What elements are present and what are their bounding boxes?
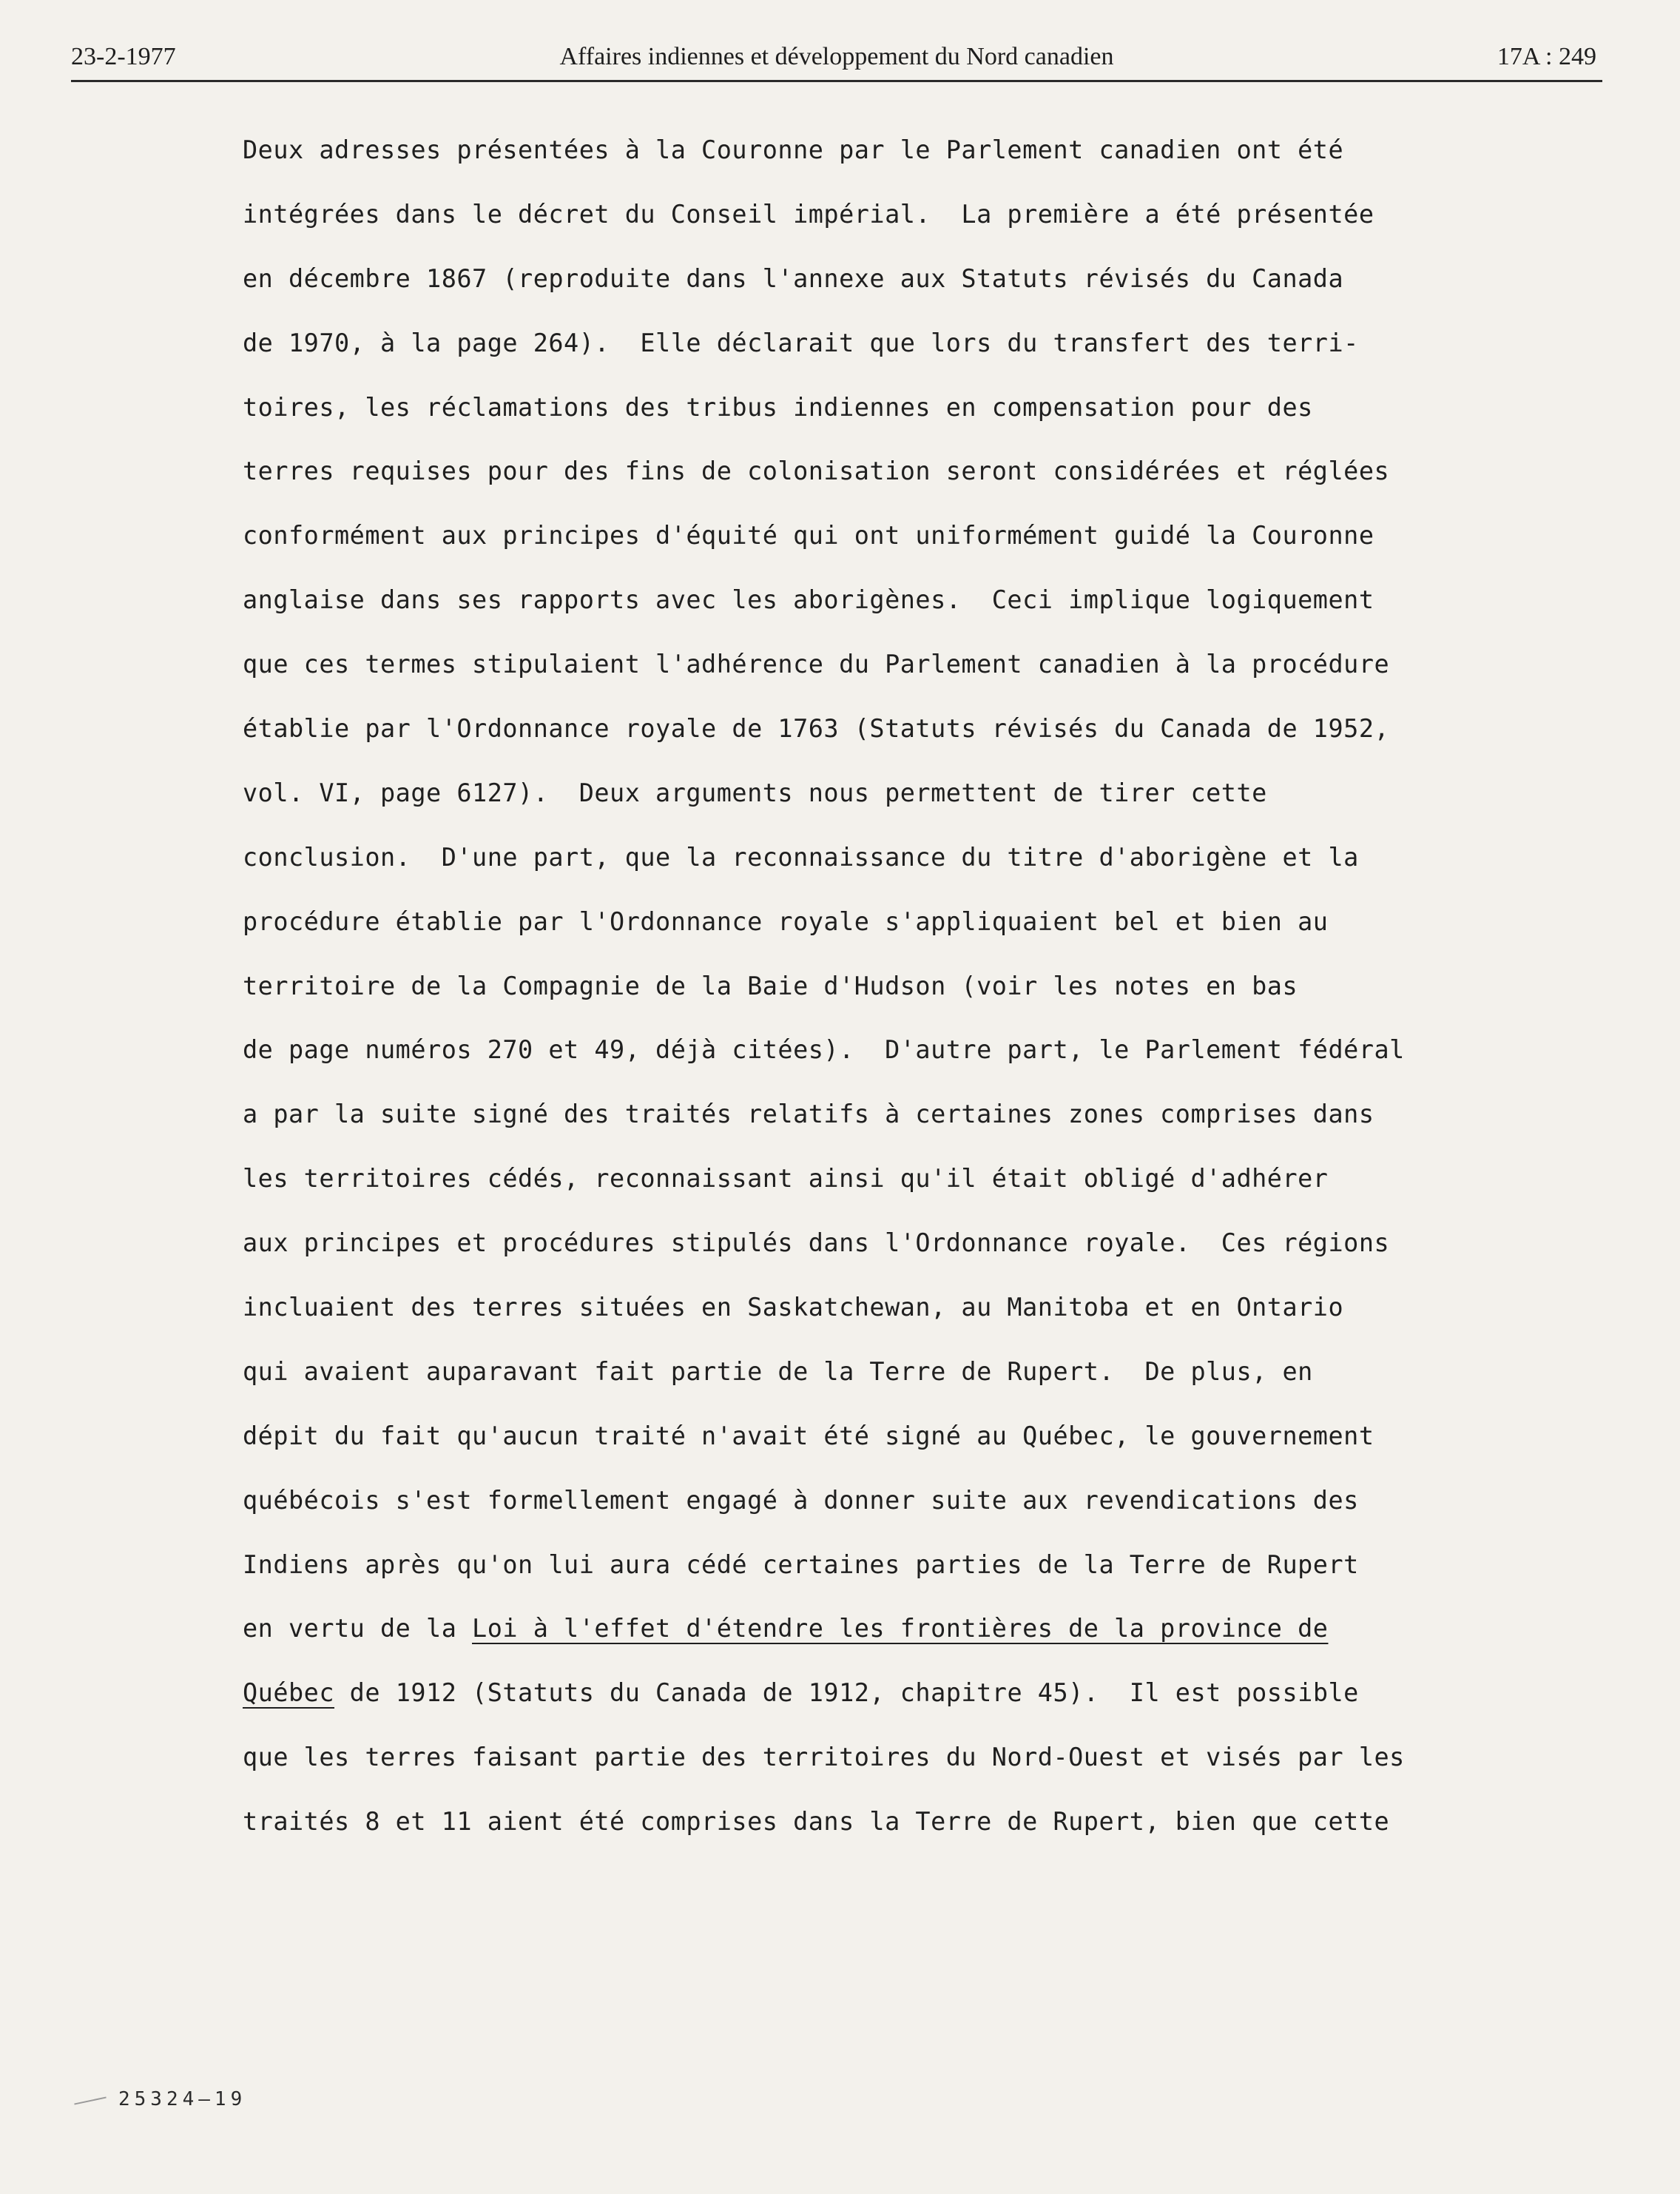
text-line: Deux adresses présentées à la Couronne par le Parlement canadien ont été	[243, 135, 1344, 164]
text-line: aux principes et procédures stipulés dans l'Ordonnance royale. Ces régions	[243, 1228, 1390, 1258]
text-line: qui avaient auparavant fait partie de la Terre de Rupert. De plus, en	[243, 1356, 1313, 1386]
text-line: territoire de la Compagnie de la Baie d'Hudson (voir les notes en bas	[243, 971, 1298, 1000]
text-line: de page numéros 270 et 49, déjà citées). D'autre part, le Parlement fédéral	[243, 1035, 1405, 1065]
text-line	[243, 1597, 1485, 1661]
text-line: terres requises pour des fins de colonisation seront considérées et réglées	[243, 457, 1390, 486]
text-line: dépit du fait qu'aucun traité n'avait été signé au Québec, le gouvernement	[243, 1421, 1374, 1450]
text-line: que les terres faisant partie des territoires du Nord-Ouest et visés par les	[243, 1743, 1405, 1772]
page-header	[71, 38, 1602, 82]
text-line: que ces termes stipulaient l'adhérence du Parlement canadien à la procédure	[243, 650, 1390, 679]
law-title-underlined-cont: Québec	[243, 1678, 335, 1708]
footer-print-code: 25324—19	[118, 2088, 247, 2110]
text-line: incluaient des terres situées en Saskatchewan, au Manitoba et en Ontario	[243, 1293, 1344, 1322]
text-line: en décembre 1867 (reproduite dans l'annexe aux Statuts révisés du Canada	[243, 263, 1344, 293]
text-line: conclusion. D'une part, que la reconnaissance du titre d'aborigène et la	[243, 842, 1359, 872]
text-line: a par la suite signé des traités relatifs à certaines zones comprises dans	[243, 1100, 1374, 1129]
text-segment: de 1912 (Statuts du Canada de 1912, chapitre 45). Il est possible	[334, 1678, 1359, 1708]
header-title: Affaires indiennes et développement du Nord canadien	[559, 43, 1114, 70]
text-segment: en vertu de la	[243, 1614, 473, 1643]
text-line: établie par l'Ordonnance royale de 1763 (Statuts révisés du Canada de 1952,	[243, 714, 1390, 744]
text-line	[243, 1661, 1485, 1726]
text-line: de 1970, à la page 264). Elle déclarait que lors du transfert des terri-	[243, 328, 1359, 357]
text-line: Indiens après qu'on lui aura cédé certaines parties de la Terre de Rupert	[243, 1549, 1359, 1579]
text-line: québécois s'est formellement engagé à donner suite aux revendications des	[243, 1485, 1359, 1515]
text-line: toires, les réclamations des tribus indiennes en compensation pour des	[243, 392, 1313, 422]
text-line: conformément aux principes d'équité qui ont uniformément guidé la Couronne	[243, 521, 1374, 551]
body-paragraph	[243, 118, 1485, 1854]
text-line: intégrées dans le décret du Conseil impérial. La première a été présentée	[243, 199, 1374, 229]
law-title-underlined: Loi à l'effet d'étendre les frontières de la province de	[472, 1614, 1329, 1643]
text-line: procédure établie par l'Ordonnance royale s'appliquaient bel et bien au	[243, 906, 1329, 936]
text-line: traités 8 et 11 aient été comprises dans la Terre de Rupert, bien que cette	[243, 1807, 1390, 1837]
text-line: les territoires cédés, reconnaissant ainsi qu'il était obligé d'adhérer	[243, 1164, 1329, 1194]
text-line: anglaise dans ses rapports avec les aborigènes. Ceci implique logiquement	[243, 585, 1374, 615]
header-page-number: 17A : 249	[1497, 43, 1596, 70]
header-date: 23-2-1977	[71, 43, 176, 70]
text-line: vol. VI, page 6127). Deux arguments nous permettent de tirer cette	[243, 778, 1267, 807]
footer-stray-mark	[74, 2096, 106, 2104]
